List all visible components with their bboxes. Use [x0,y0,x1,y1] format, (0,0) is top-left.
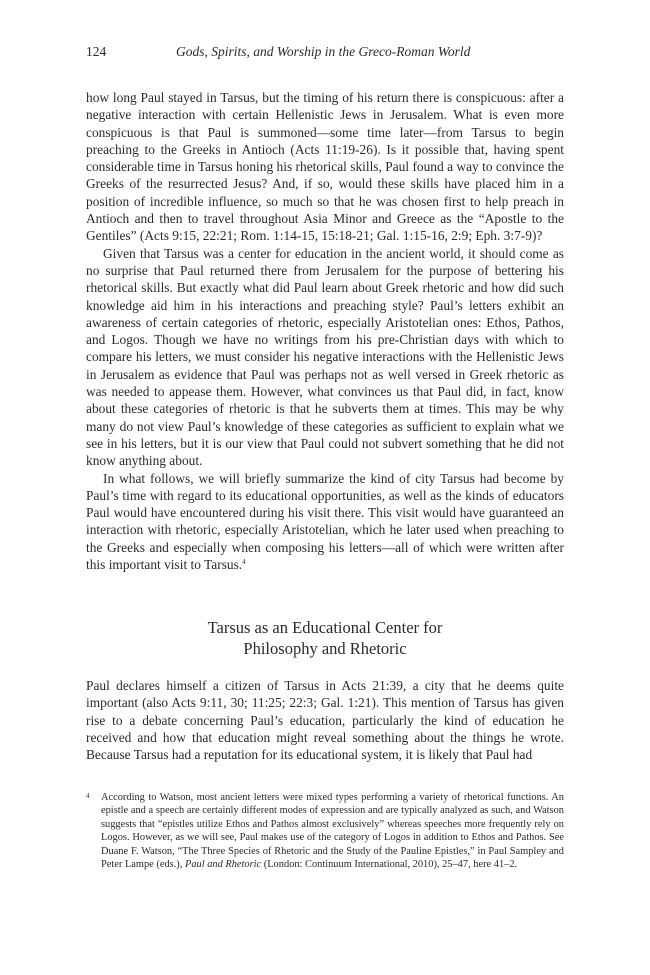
paragraph-1: how long Paul stayed in Tarsus, but the timing of his return there is conspicuous: after a negative interaction with certain Hellenistic Jews in Jerusalem. What is even more conspicuous is that Paul is summoned—some time later—from Tarsus to begin preaching to the Greeks in Antioch (Acts 11:19-26). Is it possible that, having spent considerable time in Tarsus honing his rhetorical skills, Paul found a way to convince the Greeks of the resurrected Jesus? And, if so, would these skills have placed him in a position of incredible influence, so much so that he was chosen first to help preach in Antioch and then to travel throughout Asia Minor and Greece as the “Apostle to the Gentiles” (Acts 9:15, 22:21; Rom. 1:14-15, 15:18-21; Gal. 1:15-16, 2:9; Eph. 3:7-9)? [86,90,564,244]
footnote-text: According to Watson, most ancient letters were mixed types performing a variety of rhetorical functions. An epistle and a speech are certainly different modes of expression and are typically analyzed as such, and Watson suggests that “epistles utilize Ethos and Pathos almost exclusively” whereas speeches more frequently rely on Logos. However, as we will see, Paul makes use of the category of Logos in addition to Ethos and Pathos. See Duane F. Watson, “The Three Species of Rhetoric and the Study of the Pauline Epistles,” in Paul Sampley and Peter Lampe (eds.), [101,792,564,871]
footnote [86,791,564,871]
section-text [86,677,564,763]
main-text [86,89,564,573]
paragraph-3-text: In what follows, we will briefly summarize the kind of city Tarsus had become by Paul’s time with regard to its educational opportunities, as well as the kinds of educators Paul would have encountered during his visit there. This visit would have guaranteed an interaction with rhetoric, especially Aristotelian, which he later used when preaching to the Greeks and especially when composing his letters—all of which were written after this important visit to Tarsus. [86,470,564,573]
section-heading [86,617,564,659]
running-title: Gods, Spirits, and Worship in the Greco-Roman World [176,44,471,59]
footnote-number: 4 [86,792,90,800]
paragraph-2: Given that Tarsus was a center for education in the ancient world, it should come as no surprise that Paul returned there from Jerusalem for the purpose of bettering his rhetorical skills. But exactly what did Paul learn about Greek rhetoric and how did such knowledge aid him in his interactions and preaching style? Paul’s letters exhibit an awareness of certain categories of rhetoric, especially Aristotelian ones: Ethos, Pathos, and Logos. Though we have no writings from his pre-Christian days with which to compare his letters, we must consider his negative interactions with the Hellenistic Jews in Jerusalem as evidence that Paul was perhaps not as well versed in Greek rhetoric as was needed to appease them. However, what convinces us that Paul did, in fact, know about these categories of rhetoric is that he subverts them at times. This may be why many do not view Paul’s knowledge of these categories as sufficient to explain what we see in his letters, but it is our view that Paul could not subvert something that he did not know anything about. [86,245,564,469]
running-head [86,44,564,64]
footnote-body [101,791,564,871]
section-heading-line-1: Tarsus as an Educational Center for [207,618,443,637]
section-heading-line-2: Philosophy and Rhetoric [243,639,407,658]
footnote-reference[interactable]: 4 [242,558,246,567]
footnote-book-title: Paul and Rhetoric [184,859,262,871]
page-number: 124 [86,44,107,59]
section-paragraph: Paul declares himself a citizen of Tarsus in Acts 21:39, a city that he deems quite important (also Acts 9:11, 30; 11:25; 22:3; Gal. 1:21). This mention of Tarsus has given rise to a debate concerning Paul’s education, particularly the kind of education he received and how that education might reveal something about the things he wrote. Because Tarsus had a reputation for its educational system, it is likely that Paul had [86,678,564,763]
paragraph-3 [86,470,564,574]
footnote-citation-end: (London: Continuum International, 2010), 25–47, here 41–2. [261,859,518,871]
